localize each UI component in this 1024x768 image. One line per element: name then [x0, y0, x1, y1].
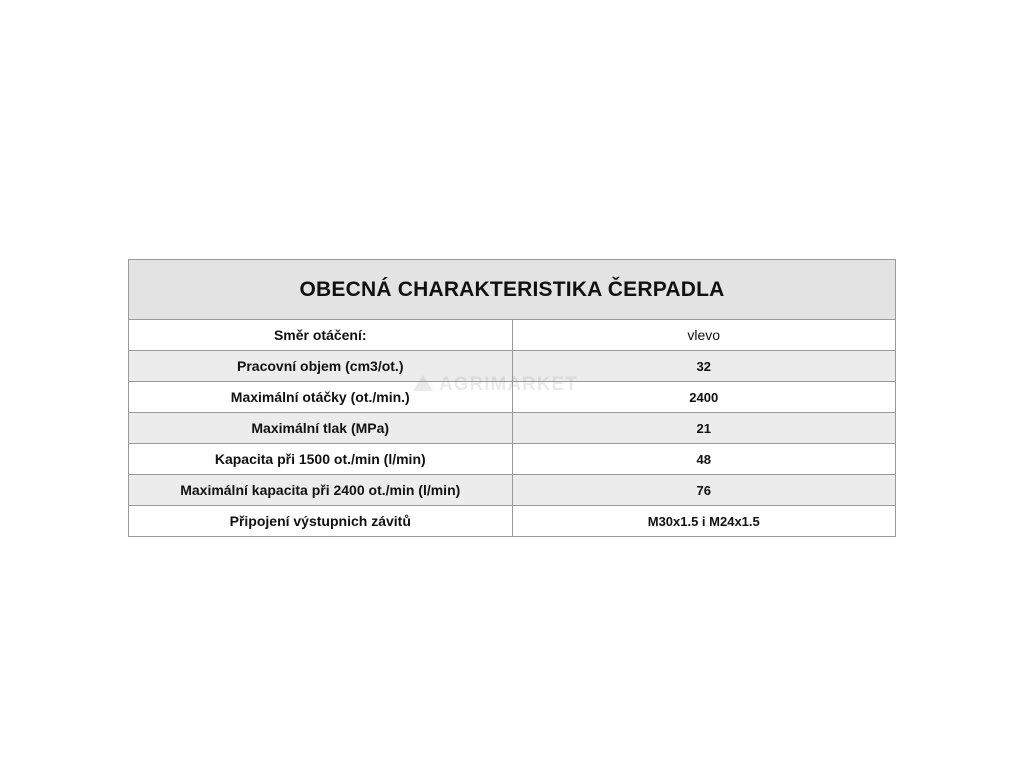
- row-label: Kapacita při 1500 ot./min (l/min): [129, 444, 513, 475]
- row-value: vlevo: [512, 320, 896, 351]
- table-row: [129, 444, 896, 475]
- row-value: 32: [512, 351, 896, 382]
- row-value: 48: [512, 444, 896, 475]
- table-row: [129, 475, 896, 506]
- table-row: [129, 506, 896, 537]
- row-label: Maximální otáčky (ot./min.): [129, 382, 513, 413]
- table-title: OBECNÁ CHARAKTERISTIKA ČERPADLA: [129, 260, 896, 320]
- row-value: M30x1.5 i M24x1.5: [512, 506, 896, 537]
- row-label: Maximální kapacita při 2400 ot./min (l/min): [129, 475, 513, 506]
- row-value: 21: [512, 413, 896, 444]
- row-label: Pracovní objem (cm3/ot.): [129, 351, 513, 382]
- row-value: 2400: [512, 382, 896, 413]
- pump-spec-table: [128, 259, 896, 537]
- table-row: [129, 382, 896, 413]
- row-label: Směr otáčení:: [129, 320, 513, 351]
- table-row: [129, 320, 896, 351]
- table-row: [129, 413, 896, 444]
- row-label: Připojení výstupnich závitů: [129, 506, 513, 537]
- table-row: [129, 351, 896, 382]
- row-value: 76: [512, 475, 896, 506]
- table-title-row: [129, 260, 896, 320]
- row-label: Maximální tlak (MPa): [129, 413, 513, 444]
